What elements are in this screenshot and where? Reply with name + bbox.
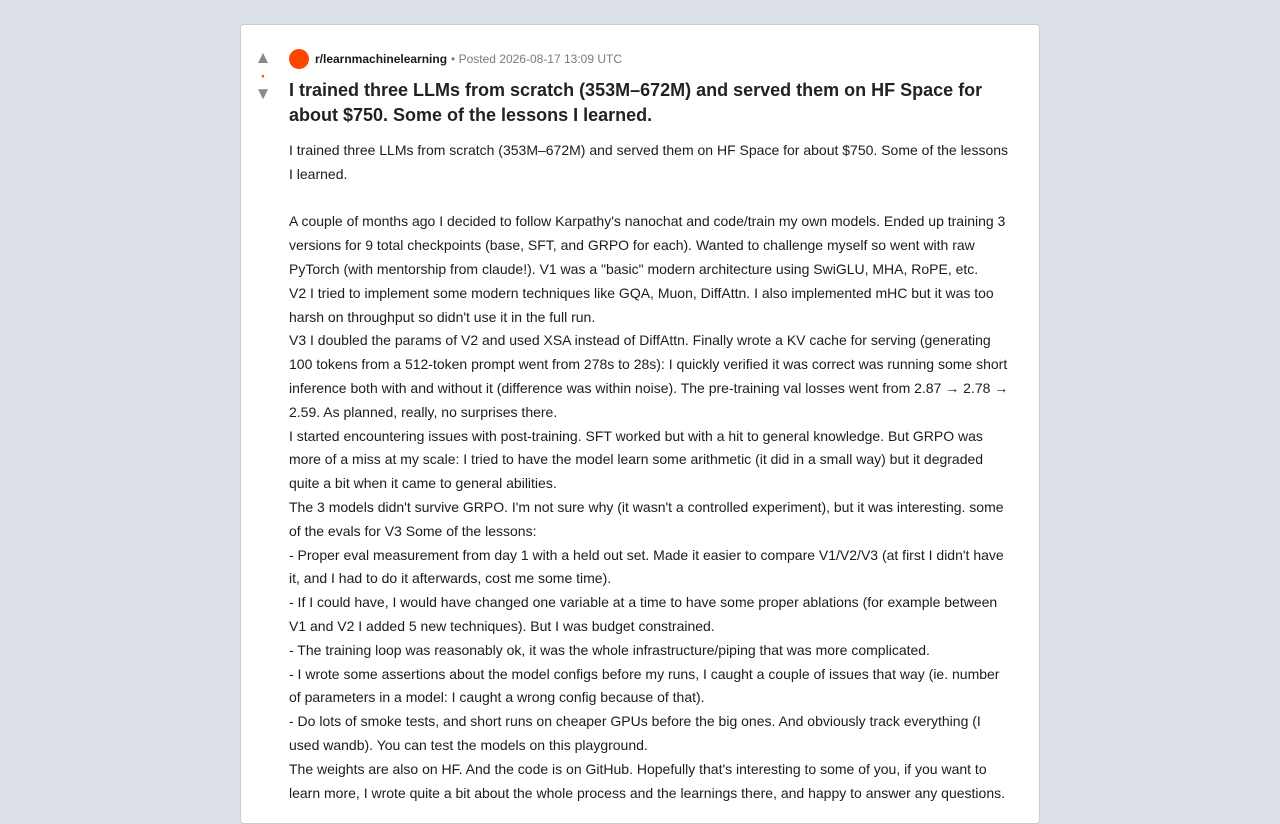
- body-paragraph: I trained three LLMs from scratch (353M–672M) and served them on HF Space for about $750. Some of the lessons I learned.: [289, 142, 1009, 182]
- body-paragraph: The weights are also on HF. And the code is on GitHub. Hopefully that's interesting to some of you, if you want to learn more, I wrote quite a bit about the whole process and the learnings there, and happy to answer any questions.: [289, 760, 1005, 801]
- body-paragraph: The 3 models didn't survive GRPO. I'm not sure why (it wasn't a controlled experiment), but it was interesting. some of the evals for V3 Some of the lessons:: [289, 498, 1004, 539]
- body-paragraph: - The training loop was reasonably ok, it was the whole infrastructure/piping that was more complicated.: [289, 641, 930, 658]
- vote-column: [241, 49, 285, 103]
- body-paragraph: - Proper eval measurement from day 1 with a held out set. Made it easier to compare V1/V2/V3 (at first I didn't have it, and I had to do it afterwards, cost me some time).: [289, 546, 1004, 587]
- body-paragraph: V3 I doubled the params of V2 and used XSA instead of DiffAttn. Finally wrote a KV cache for serving (generating 100 tokens from a 512-token prompt went from 278s to 28s): I quickly verified it was correct was running some short inference both with and without it (difference was within noise). The pre-training val losses went from 2.87 → 2.78 → 2.59. As planned, really, no surprises there.: [289, 332, 1009, 420]
- subreddit-icon[interactable]: [289, 49, 309, 69]
- paragraph-spacer: [289, 187, 1011, 211]
- vote-score: •: [261, 71, 265, 81]
- body-paragraph: - Do lots of smoke tests, and short runs on cheaper GPUs before the big ones. And obviously track everything (I used wandb). You can test the models on this playground.: [289, 713, 981, 753]
- body-paragraph: V2 I tried to implement some modern techniques like GQA, Muon, DiffAttn. I also implemented mHC but it was too harsh on throughput so didn't use it in the full run.: [289, 284, 994, 325]
- post-timestamp: • Posted 2026-08-17 13:09 UTC: [451, 52, 623, 66]
- body-paragraph: A couple of months ago I decided to follow Karpathy's nanochat and code/train my own models. Ended up training 3 versions for 9 total checkpoints (base, SFT, and GRPO for each). Wanted to challenge myself so went with raw PyTorch (with mentorship from claude!). V1 was a "basic" modern architecture using SwiGLU, MHA, RoPE, etc.: [289, 213, 1006, 277]
- downvote-arrow-icon[interactable]: ▼: [254, 84, 272, 103]
- body-paragraph: I started encountering issues with post-training. SFT worked but with a hit to general knowledge. But GRPO was more of a miss at my scale: I tried to have the model learn some arithmetic (it did in a small way) but it degraded quite a bit when it came to general abilities.: [289, 427, 984, 492]
- post-content: [289, 49, 1011, 805]
- post-card: [240, 24, 1040, 824]
- subreddit-link[interactable]: r/learnmachinelearning: [315, 52, 448, 66]
- body-paragraph: - I wrote some assertions about the model configs before my runs, I caught a couple of issues that way (ie. number of parameters in a model: I caught a wrong config because of that).: [289, 665, 1000, 706]
- upvote-arrow-icon[interactable]: ▲: [254, 48, 272, 67]
- body-paragraph: - If I could have, I would have changed one variable at a time to have some proper ablations (for example between V1 and V2 I added 5 new techniques). But I was budget constrained.: [289, 594, 998, 634]
- post-title[interactable]: I trained three LLMs from scratch (353M–672M) and served them on HF Space for about $750. Some of the lessons I learned.: [289, 80, 983, 125]
- post-body: [289, 139, 1011, 805]
- post-meta: [289, 49, 1011, 69]
